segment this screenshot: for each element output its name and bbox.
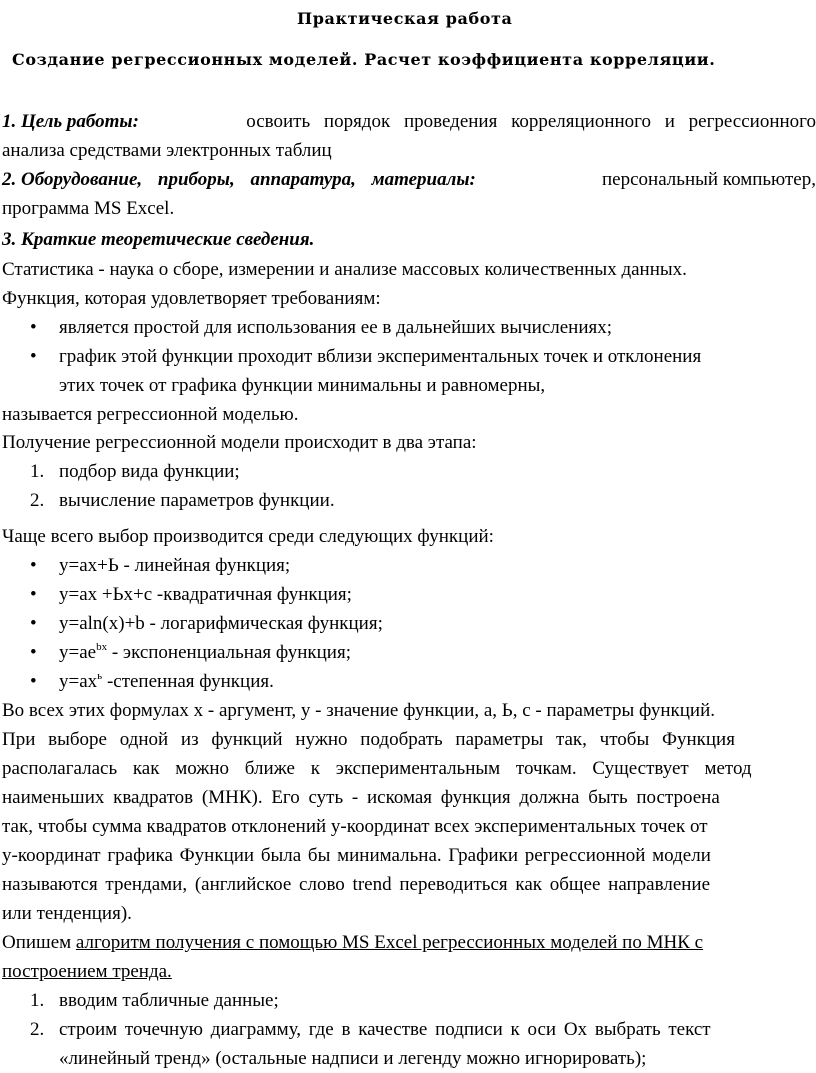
paragraph-line-2-text: При выборе одной из функций нужно подобрать параметры так, чтобы Функция: [2, 729, 735, 750]
function-quadratic: y=ax +Ьx+c -квадратичная функция;: [59, 584, 352, 605]
paragraph-line-5: так, чтобы сумма квадратов отклонений у-координат всех экспериментальных точек от: [2, 816, 708, 837]
bullet-icon: •: [30, 555, 37, 576]
bullet-icon: •: [30, 671, 37, 692]
section-1-text: освоить порядок проведения корреляционного и регрессионного: [246, 111, 816, 132]
algorithm-intro-underlined: алгоритм получения с помощью MS Excel регрессионных моделей по МНК с: [75, 932, 704, 953]
section-2-label: Оборудование, приборы, аппаратура, материалы:: [21, 169, 476, 190]
bullet-icon: •: [30, 346, 37, 367]
doc-subtitle: Создание регрессионных моделей. Расчет коэффициента корреляции.: [12, 50, 716, 69]
section-1-label: Цель работы:: [21, 111, 139, 132]
section-2-continuation: программа MS Excel.: [2, 198, 175, 219]
function-exponential-text: - экспоненциальная функция;: [107, 642, 351, 663]
bullet-icon: •: [30, 584, 37, 605]
function-power: [59, 669, 274, 695]
paragraph-choice: Чаще всего выбор производится среди следующих функций:: [2, 526, 494, 547]
section-1-continuation: анализа средствами электронных таблиц: [2, 140, 332, 161]
function-power-text: -степенная функция.: [102, 671, 274, 692]
requirement-1: является простой для использования ее в дальнейших вычислениях;: [59, 317, 613, 338]
function-power-base: y=ax: [59, 671, 98, 692]
function-power-exponent: ь: [97, 670, 103, 682]
requirement-2-continuation: этих точек от графика функции минимальны и равномерны,: [59, 375, 546, 396]
algorithm-intro-underlined-continuation: построением тренда.: [2, 961, 172, 982]
paragraph-line-1: Во всех этих формулах х - аргумент, у - значение функции, а, Ь, с - параметры функций.: [2, 700, 715, 721]
function-exponential: [59, 640, 351, 666]
algorithm-intro-prefix: Опишем: [2, 932, 72, 953]
bullet-icon: •: [30, 642, 37, 663]
stage-1-number: 1.: [30, 461, 45, 482]
stage-1-text: подбор вида функции;: [59, 461, 240, 482]
stage-2-text: вычисление параметров функции.: [59, 490, 335, 511]
section-2: [2, 167, 816, 193]
paragraph-line-8: или тенденция).: [2, 903, 132, 924]
section-2-number: 2.: [2, 169, 17, 190]
step-2-continuation: «линейный тренд» (остальные надписи и легенду можно игнорировать);: [59, 1048, 647, 1069]
section-3-heading: 3. Краткие теоретические сведения.: [2, 229, 315, 250]
step-1-text: вводим табличные данные;: [59, 990, 279, 1011]
step-2-text: строим точечную диаграмму, где в качестве подписи к оси Ox выбрать текст: [59, 1019, 711, 1040]
function-exponential-power: bx: [96, 641, 108, 653]
section-1: [2, 109, 816, 135]
section-2-text: персональный компьютер,: [602, 169, 816, 190]
paragraph-line-4: наименьших квадратов (МНК). Его суть - искомая функция должна быть построена: [2, 787, 720, 808]
bullet-icon: •: [30, 613, 37, 634]
section-1-label-wrap: [2, 109, 139, 135]
paragraph-called: называется регрессионной моделью.: [2, 404, 299, 425]
paragraph-function: Функция, которая удовлетворяет требованиям:: [2, 288, 381, 309]
paragraph-line-7: называются трендами, (английское слово trend переводиться как общее направление: [2, 874, 711, 895]
paragraph-line-3: располагалась как можно ближе к экспериментальным точкам. Существует метод: [2, 758, 752, 779]
doc-title: Практическая работа: [297, 9, 513, 28]
function-linear: y=ax+Ь - линейная функция;: [59, 555, 291, 576]
step-2-number: 2.: [30, 1019, 45, 1040]
algorithm-intro: [2, 930, 703, 956]
function-logarithmic: y=aln(x)+b - логарифмическая функция;: [59, 613, 383, 634]
stage-2-number: 2.: [30, 490, 45, 511]
function-exponential-base: y=ae: [59, 642, 97, 663]
paragraph-stages: Получение регрессионной модели происходит в два этапа:: [2, 432, 477, 453]
paragraph-line-2: [2, 727, 814, 753]
requirement-2: график этой функции проходит вблизи экспериментальных точек и отклонения: [59, 346, 702, 367]
section-1-number: 1.: [2, 111, 17, 132]
bullet-icon: •: [30, 317, 37, 338]
paragraph-line-6: у-координат графика Функции была бы минимальна. Графики регрессионной модели: [2, 845, 711, 866]
section-2-label-wrap: [2, 167, 476, 193]
paragraph-statistics: Статистика - наука о сборе, измерении и анализе массовых количественных данных.: [2, 259, 687, 280]
step-1-number: 1.: [30, 990, 45, 1011]
